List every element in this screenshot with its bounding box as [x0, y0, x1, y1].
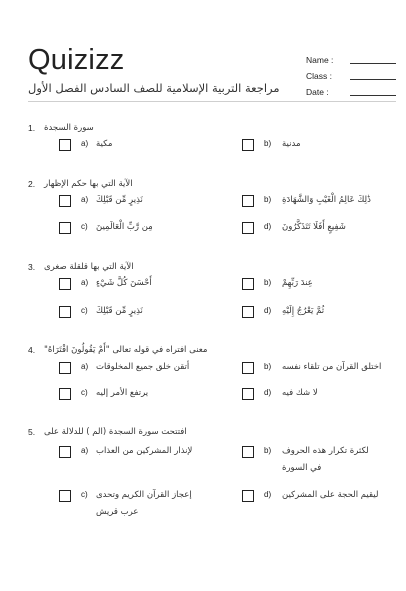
option-checkbox[interactable]	[242, 139, 254, 151]
option-letter: d)	[264, 222, 272, 231]
option-letter: d)	[264, 306, 272, 315]
question-number: 1.	[28, 123, 36, 133]
option-checkbox[interactable]	[59, 446, 71, 458]
option-text: شَفِيعٍ أَفَلَا تَتَذَكَّرُونَ	[282, 222, 346, 232]
option-checkbox[interactable]	[59, 278, 71, 290]
date-label: Date :	[306, 87, 329, 97]
option-text: اختلق القرآن من تلقاء نفسه	[282, 362, 382, 372]
option-text: عِندَ رَبِّهِمْ	[282, 278, 313, 288]
option-text: لا شك فيه	[282, 388, 318, 398]
option-text: أتقن خلق جميع المخلوقات	[96, 362, 190, 372]
option-text: مِن رَّبِّ الْعَالَمِينَ	[96, 222, 153, 232]
option-letter: a)	[81, 362, 89, 371]
option-letter: b)	[264, 362, 272, 371]
option-text: يرتفع الأمر إليه	[96, 388, 149, 398]
option-letter: b)	[264, 278, 272, 287]
question-text: افتتحت سورة السجدة (الم ) للدلالة على	[44, 427, 187, 437]
option-checkbox[interactable]	[242, 195, 254, 207]
option-letter: b)	[264, 139, 272, 148]
option-letter: a)	[81, 278, 89, 287]
option-checkbox[interactable]	[242, 278, 254, 290]
option-checkbox[interactable]	[59, 362, 71, 374]
date-field[interactable]	[350, 95, 396, 96]
worksheet-title: مراجعة التربية الإسلامية للصف السادس الفصل الأول	[28, 81, 280, 95]
option-text: نَذِيرٍ مِّن قَبْلِكَ	[96, 306, 143, 316]
option-checkbox[interactable]	[59, 139, 71, 151]
option-text: لكثرة تكرار هذه الحروف في السورة	[282, 446, 369, 473]
option-letter: d)	[264, 388, 272, 397]
question-number: 3.	[28, 262, 36, 272]
option-checkbox[interactable]	[242, 222, 254, 234]
option-text: ليقيم الحجة على المشركين	[282, 490, 379, 500]
class-field[interactable]	[350, 79, 396, 80]
option-text: ذَٰلِكَ عَالِمُ الْغَيْبِ وَالشَّهَادَةِ	[282, 195, 371, 205]
question-number: 2.	[28, 179, 36, 189]
name-label: Name :	[306, 55, 334, 65]
option-letter: a)	[81, 195, 89, 204]
option-text: لإنذار المشركين من العذاب	[96, 446, 193, 456]
option-letter: d)	[264, 490, 272, 499]
option-letter: c)	[81, 306, 88, 315]
option-letter: c)	[81, 222, 88, 231]
option-text: أَحْسَنَ كُلَّ شَيْءٍ	[96, 278, 152, 288]
question-number: 4.	[28, 345, 36, 355]
option-checkbox[interactable]	[59, 222, 71, 234]
question-text: الآية التي بها حكم الإظهار	[44, 179, 133, 189]
option-letter: c)	[81, 388, 88, 397]
option-text: مدنية	[282, 139, 301, 149]
quizizz-logo: Quizizz	[28, 44, 125, 76]
option-letter: b)	[264, 446, 272, 455]
name-field[interactable]	[350, 63, 396, 64]
question-text: الآية التي بها قلقلة صغرى	[44, 262, 134, 272]
question-number: 5.	[28, 427, 36, 437]
option-checkbox[interactable]	[242, 490, 254, 502]
option-checkbox[interactable]	[242, 388, 254, 400]
option-letter: c)	[81, 490, 88, 499]
option-text: مكية	[96, 139, 113, 149]
question-text: معنى افتراه في قوله تعالى "أَمْ يَقُولُونَ افْتَرَاهُ"	[44, 345, 208, 355]
option-checkbox[interactable]	[59, 195, 71, 207]
option-letter: b)	[264, 195, 272, 204]
option-text: ثُمَّ يَعْرُجُ إِلَيْهِ	[282, 306, 325, 316]
option-letter: a)	[81, 139, 89, 148]
question-text: سورة السجدة	[44, 123, 94, 133]
option-checkbox[interactable]	[242, 446, 254, 458]
option-checkbox[interactable]	[59, 490, 71, 502]
option-checkbox[interactable]	[59, 306, 71, 318]
option-letter: a)	[81, 446, 89, 455]
option-checkbox[interactable]	[242, 362, 254, 374]
option-checkbox[interactable]	[59, 388, 71, 400]
option-text: إعجاز القرآن الكريم وتحدى عرب قريش	[96, 490, 192, 517]
header-divider	[28, 101, 396, 102]
class-label: Class :	[306, 71, 332, 81]
option-checkbox[interactable]	[242, 306, 254, 318]
option-text: نَذِيرٍ مِّن قَبْلِكَ	[96, 195, 143, 205]
